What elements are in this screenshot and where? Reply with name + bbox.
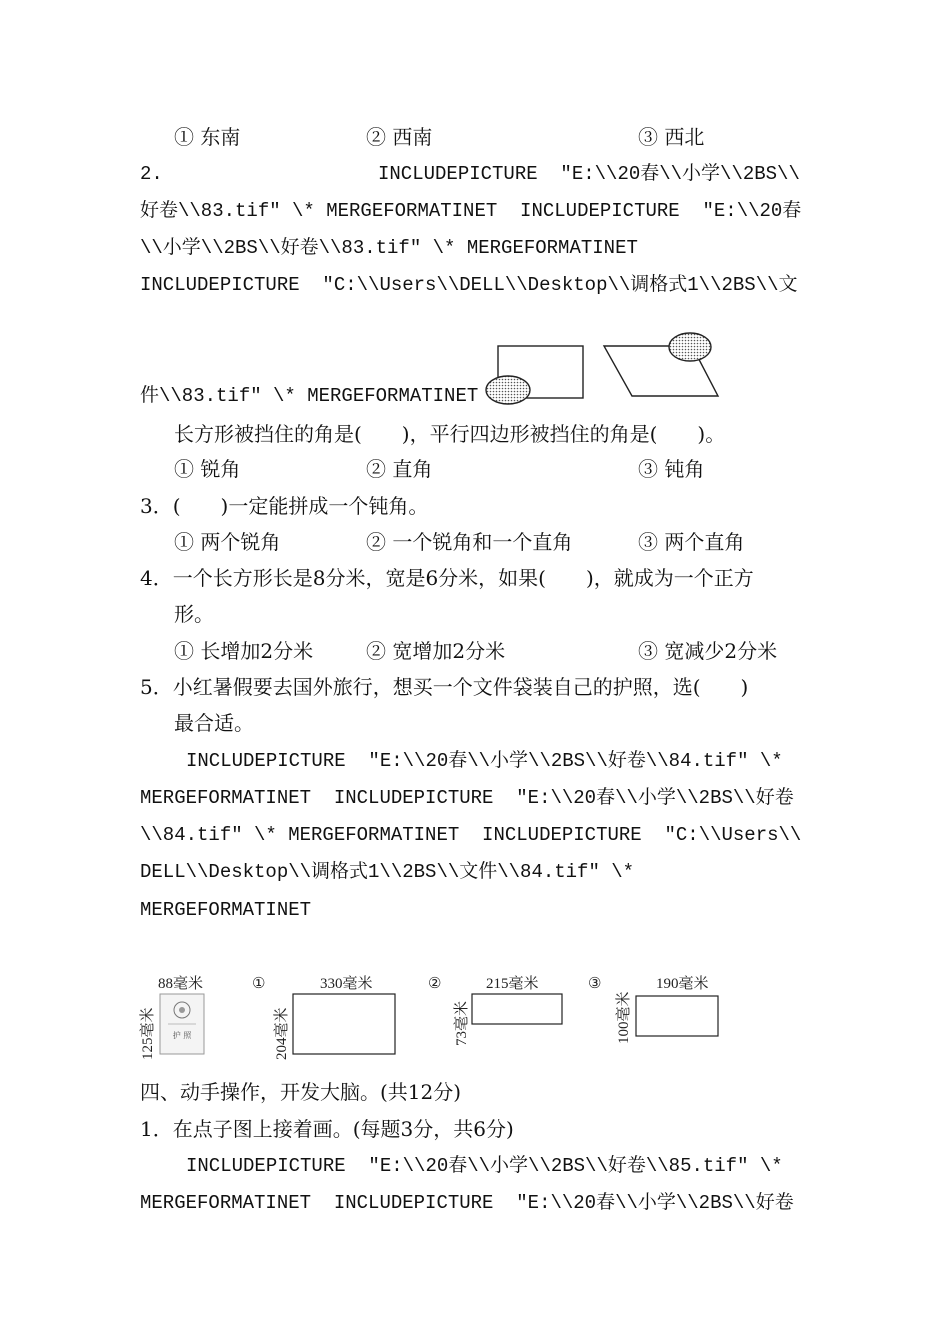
q2-option-3: ③ 钝角	[638, 457, 705, 481]
parallelogram-cover-blob	[669, 333, 711, 361]
q4-option-1: ① 长增加2分米	[174, 639, 314, 663]
section-4-title: 四、动手操作，开发大脑。(共12分)	[140, 1080, 462, 1104]
envelope-3-width-label: 190毫米	[656, 976, 709, 992]
q2-option-1: ① 锐角	[174, 457, 241, 481]
passport-width-label: 88毫米	[158, 976, 204, 992]
q3-option-1: ① 两个锐角	[174, 530, 281, 554]
envelope-3-shape	[636, 996, 718, 1036]
envelope-3-mark: ③	[588, 976, 602, 992]
envelope-1-width-label: 330毫米	[320, 976, 373, 992]
section-4-field-line-2: MERGEFORMATINET INCLUDEPICTURE "E:\\20春\\小学\\2BS\\好卷	[140, 1192, 794, 1214]
envelope-1-mark: ①	[252, 976, 266, 992]
q5-field-line-5: MERGEFORMATINET	[140, 899, 312, 921]
q3-option-2: ② 一个锐角和一个直角	[366, 530, 573, 554]
q2-field-line-4: INCLUDEPICTURE "C:\\Users\\DELL\\Desktop\\调格式1\\2BS\\文	[140, 274, 798, 296]
envelope-1-shape	[293, 994, 395, 1054]
envelope-2-width-label: 215毫米	[486, 976, 539, 992]
q2-question: 长方形被挡住的角是( )，平行四边形被挡住的角是( )。	[174, 422, 726, 446]
q5-figure	[136, 968, 736, 1068]
q5-field-line-3: \\84.tif" \* MERGEFORMATINET INCLUDEPICTURE "C:\\Users\\	[140, 824, 802, 846]
q5-field-line-1: INCLUDEPICTURE "E:\\20春\\小学\\2BS\\好卷\\84.tif" \*	[186, 750, 783, 772]
q2-option-2: ② 直角	[366, 457, 433, 481]
section-4-field-line-1: INCLUDEPICTURE "E:\\20春\\小学\\2BS\\好卷\\85.tif" \*	[186, 1155, 783, 1177]
q2-number: 2.	[140, 163, 163, 185]
passport-text: 护 照	[172, 1031, 192, 1040]
envelope-2-shape	[472, 994, 562, 1024]
q5-question-cont: 最合适。	[174, 711, 254, 735]
q4-question: 4．一个长方形长是8分米，宽是6分米，如果( )，就成为一个正方	[140, 566, 754, 590]
q3-question: 3．( )一定能拼成一个钝角。	[140, 494, 429, 518]
q1-option-1: ① 东南	[174, 125, 241, 149]
envelope-3-height-label: 100毫米	[616, 991, 632, 1044]
q2-field-line-2: 好卷\\83.tif" \* MERGEFORMATINET INCLUDEPICTURE "E:\\20春	[140, 200, 802, 222]
rectangle-cover-blob	[486, 376, 530, 404]
q2-field-line-5: 件\\83.tif" \* MERGEFORMATINET	[140, 385, 479, 407]
q4-question-cont: 形。	[174, 602, 214, 626]
q3-option-3: ③ 两个直角	[638, 530, 745, 554]
q2-figure	[480, 330, 730, 410]
q5-question: 5．小红暑假要去国外旅行，想买一个文件袋装自己的护照，选( )	[140, 675, 749, 699]
q1-option-2: ② 西南	[366, 125, 433, 149]
q2-field-line-1: INCLUDEPICTURE "E:\\20春\\小学\\2BS\\	[378, 163, 800, 185]
q1-option-3: ③ 西北	[638, 125, 705, 149]
q2-field-line-3: \\小学\\2BS\\好卷\\83.tif" \* MERGEFORMATINET	[140, 237, 638, 259]
q4-option-2: ② 宽增加2分米	[366, 639, 506, 663]
passport-emblem-center	[179, 1007, 185, 1013]
q4-option-3: ③ 宽减少2分米	[638, 639, 778, 663]
envelope-1-height-label: 204毫米	[274, 1007, 290, 1060]
passport-height-label: 125毫米	[140, 1007, 156, 1060]
q5-field-line-2: MERGEFORMATINET INCLUDEPICTURE "E:\\20春\\小学\\2BS\\好卷	[140, 787, 794, 809]
q5-field-line-4: DELL\\Desktop\\调格式1\\2BS\\文件\\84.tif" \*	[140, 861, 635, 883]
section-4-q1: 1．在点子图上接着画。(每题3分，共6分)	[140, 1117, 514, 1141]
envelope-2-mark: ②	[428, 976, 442, 992]
envelope-2-height-label: 73毫米	[454, 1000, 470, 1046]
